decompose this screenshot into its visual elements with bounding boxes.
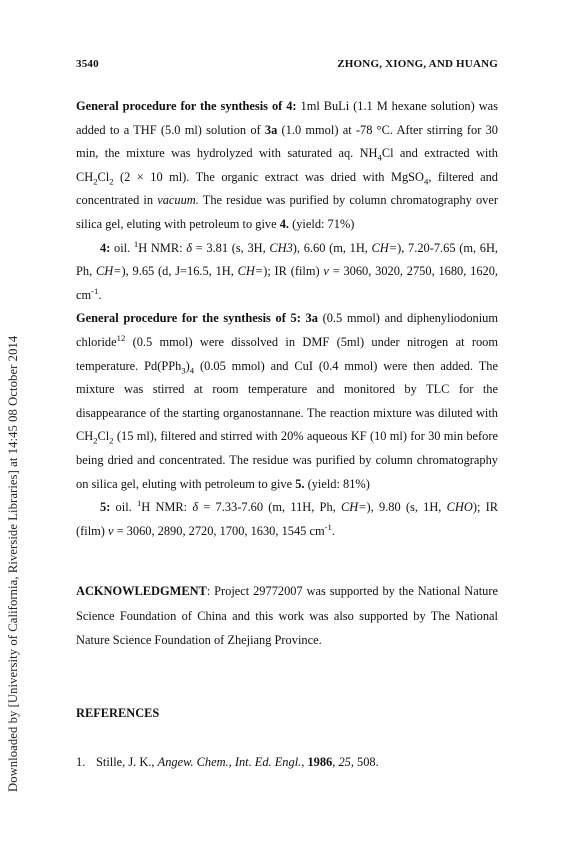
reference-author: Stille, J. K.,: [96, 754, 158, 769]
text-run: ), 7.20-7.65 (m, 6H, Ph,: [76, 240, 498, 279]
text-run: ); IR (film): [263, 264, 324, 279]
text-run: ), 6.60 (m, 1H,: [292, 240, 372, 255]
article-body: [76, 95, 498, 774]
text-run: .: [331, 523, 335, 538]
text-run: Cl and extracted with CH: [76, 146, 498, 184]
nu-symbol: ν: [108, 523, 114, 538]
text-run: ,: [301, 754, 308, 769]
superscript: -1: [324, 521, 332, 532]
reference-number: 1.: [76, 754, 86, 769]
acknowledgment-text: : Project 29772007 was supported by the National Nature Science Foundation of China and this work was also supported by The National Nature Science Foundation of Zhejiang Province.: [76, 584, 498, 648]
text-run: = 3060, 3020, 2750, 1680, 1620, cm: [76, 264, 498, 302]
text-run: The residue was purified by column chromatography over silica gel, eluting with petroleum to give: [76, 193, 498, 231]
superscript: -1: [91, 285, 99, 296]
text-run: Cl: [97, 429, 110, 444]
text-run: ), 9.65 (d, J=16.5, 1H,: [121, 264, 238, 279]
reference-journal: Angew. Chem., Int. Ed. Engl.: [157, 754, 302, 769]
text-run: (15 ml), filtered and stirred with 20% aqueous KF (10 ml) for 30 min before being dried and concentrated. The residue was purified by column chromatography on silica gel, eluting with petroleum to give: [76, 429, 498, 491]
subscript: 2: [109, 435, 114, 446]
text-run: H NMR:: [138, 240, 187, 255]
group-label: CH3: [269, 240, 293, 255]
text-run: ): [185, 358, 190, 373]
text-run: .: [98, 287, 102, 302]
product-4: 4.: [279, 216, 290, 231]
procedure-4-heading: General procedure for the synthesis of 4:: [76, 99, 297, 113]
procedure-5-heading: General procedure for the synthesis of 5:: [76, 311, 301, 326]
subscript: 4: [377, 152, 382, 163]
compound-3a: 3a: [264, 122, 278, 137]
nu-symbol: ν: [323, 264, 329, 279]
reference-volume: 25: [338, 754, 351, 769]
text-run: , filtered and concentrated in: [76, 169, 499, 208]
reference-year: 1986: [307, 754, 333, 769]
subscript: 4: [424, 176, 429, 187]
text-run: (yield: 71%): [289, 216, 355, 231]
references-heading: REFERENCES: [76, 705, 160, 720]
text-run: (0.5 mmol) and diphenyliodonium chloride: [76, 311, 498, 349]
text-run: (0.5 mmol) were dissolved in DMF (5ml) under nitrogen at room temperature. Pd(PPh: [76, 334, 498, 373]
text-run: (yield: 81%): [304, 476, 370, 491]
reference-pages: , 508.: [350, 754, 379, 769]
acknowledgment-paragraph: [76, 579, 498, 653]
product-5: 5.: [295, 476, 305, 491]
delta-symbol: δ: [192, 500, 199, 515]
text-run: ); IR (film): [76, 500, 498, 538]
running-header: [76, 58, 498, 76]
procedure-4-paragraph: [76, 95, 498, 237]
subscript: 2: [93, 435, 98, 446]
citation-superscript: 12: [116, 332, 126, 343]
text-run: H NMR:: [141, 500, 193, 515]
text-run: 1ml BuLi (1.1 M hexane solution) was added to a THF (5.0 ml) solution of: [76, 99, 498, 137]
compound-5-data: [76, 496, 498, 543]
text-run: (0.05 mmol) and CuI (0.4 mmol) were then added. The mixture was stirred at room temperature and monitored by TLC for the disappearance of the starting organostannane. The reaction mixture was diluted with CH: [76, 358, 498, 444]
group-label: CHO: [446, 500, 473, 515]
running-authors: ZHONG, XIONG, AND HUANG: [337, 58, 498, 70]
reference-item: [76, 751, 498, 775]
compound-3a: 3a: [305, 311, 318, 326]
text-run: Cl: [97, 169, 110, 184]
group-label: CH=: [237, 264, 264, 279]
group-label: CH=: [340, 500, 367, 515]
text-run: = 3.81 (s, 3H,: [191, 240, 270, 255]
text-run: (2 × 10 ml). The organic extract was dried with MgSO: [113, 169, 425, 184]
group-label: CH=: [371, 240, 398, 255]
compound-4-label: 4:: [100, 240, 111, 255]
text-run: = 3060, 2890, 2720, 1700, 1630, 1545 cm: [113, 523, 325, 538]
page-number: 3540: [76, 58, 99, 70]
vacuum-term: vacuum.: [157, 193, 199, 208]
text-run: oil.: [110, 500, 137, 515]
subscript: 2: [93, 176, 98, 187]
compound-4-data: [76, 237, 498, 308]
superscript: 1: [133, 238, 139, 249]
acknowledgment-heading: ACKNOWLEDGMENT: [76, 584, 207, 599]
text-run: oil.: [110, 240, 134, 255]
subscript: 3: [181, 365, 186, 375]
group-label: CH=: [95, 264, 122, 279]
subscript: 2: [109, 176, 114, 187]
compound-5-label: 5:: [100, 500, 111, 515]
subscript: 4: [189, 365, 195, 375]
download-watermark: Downloaded by [University of California, Riverside Libraries] at 14:45 08 October 2014: [6, 335, 20, 792]
procedure-5-paragraph: [76, 307, 498, 496]
superscript: 1: [136, 497, 142, 508]
text-run: = 7.33-7.60 (m, 11H, Ph,: [198, 500, 341, 515]
delta-symbol: δ: [186, 240, 192, 255]
text-run: (1.0 mmol) at -78 °C. After stirring for 30 min, the mixture was hydrolyzed with saturated aq. NH: [76, 122, 499, 161]
text-run: ), 9.80 (s, 1H,: [366, 500, 447, 515]
text-run: ,: [332, 754, 339, 769]
